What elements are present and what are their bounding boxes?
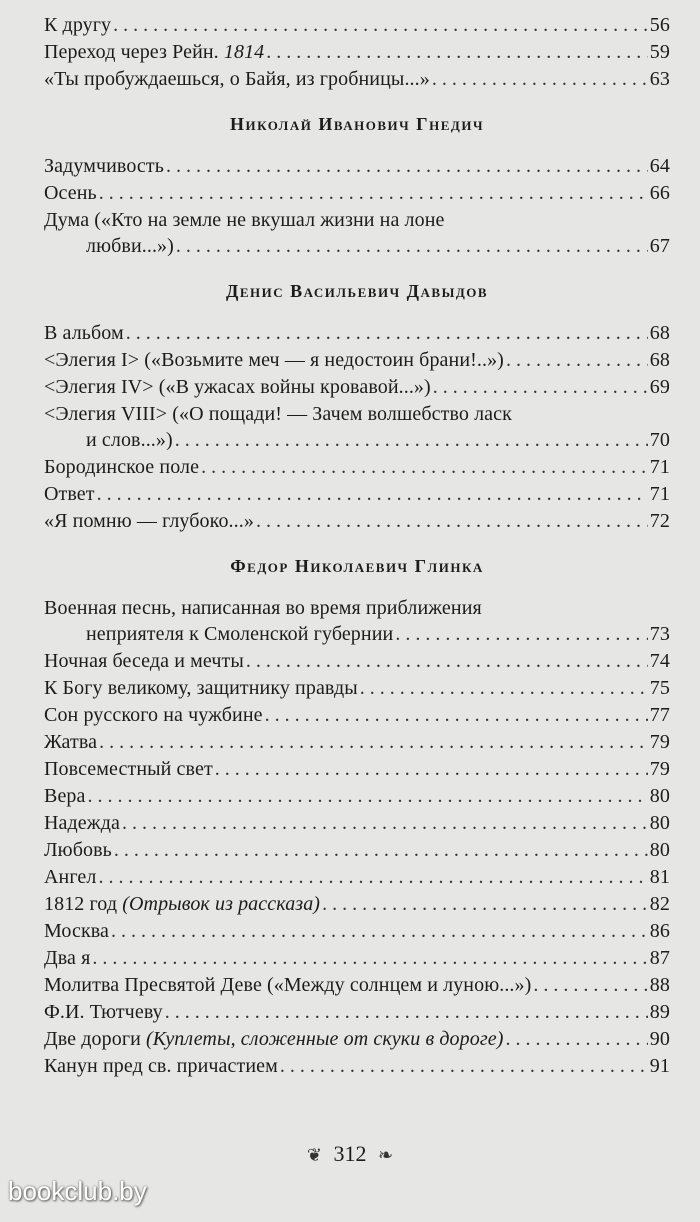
dot-leader bbox=[265, 702, 648, 728]
page-ref: 68 bbox=[649, 349, 670, 371]
entry-title-continued: неприятеля к Смоленской губернии bbox=[86, 623, 394, 645]
page-ref: 59 bbox=[649, 41, 670, 63]
page-ref: 90 bbox=[649, 1028, 670, 1050]
page-ref: 80 bbox=[649, 812, 670, 834]
page-ref: 64 bbox=[649, 155, 670, 177]
dot-leader bbox=[175, 427, 648, 453]
page-ref: 79 bbox=[649, 731, 670, 753]
toc-entry bbox=[44, 864, 670, 890]
dot-leader bbox=[165, 999, 648, 1025]
toc-entry bbox=[44, 999, 670, 1025]
dot-leader bbox=[266, 39, 648, 65]
toc-entry bbox=[44, 347, 670, 373]
entry-title: Бородинское поле bbox=[44, 456, 200, 478]
page-ref: 68 bbox=[649, 322, 670, 344]
entry-title-continued: и слов...») bbox=[86, 429, 173, 451]
entry-title: Вера bbox=[44, 785, 86, 807]
toc-entry bbox=[44, 756, 670, 782]
dot-leader bbox=[322, 891, 648, 917]
entry-title: Москва bbox=[44, 920, 110, 942]
page-ref: 73 bbox=[649, 623, 670, 645]
entry-subtitle: (Куплеты, сложенные от скуки в дороге) bbox=[146, 1028, 504, 1050]
page-number: 312 bbox=[333, 1141, 367, 1166]
dot-leader bbox=[99, 180, 648, 206]
toc-entry bbox=[44, 595, 670, 647]
entry-title: «Я помню — глубоко...» bbox=[44, 510, 254, 532]
page-ref: 81 bbox=[649, 866, 670, 888]
dot-leader bbox=[215, 756, 648, 782]
page-ref: 56 bbox=[649, 14, 670, 36]
section-heading: Денис Васильевич Давыдов bbox=[225, 281, 489, 301]
dot-leader bbox=[111, 918, 648, 944]
entry-title: <Элегия IV> («В ужасах войны кровавой...») bbox=[44, 376, 431, 398]
dot-leader bbox=[97, 481, 648, 507]
toc-entry bbox=[44, 945, 670, 971]
entry-title: 1812 год bbox=[44, 893, 123, 915]
dot-leader bbox=[505, 1026, 647, 1052]
toc-entry bbox=[44, 66, 670, 92]
page-ref: 71 bbox=[649, 456, 670, 478]
entry-title: Ночная беседа и мечты bbox=[44, 650, 244, 672]
ornament-right-icon: ❧ bbox=[378, 1145, 394, 1165]
dot-leader bbox=[280, 1053, 648, 1079]
dot-leader bbox=[114, 837, 648, 863]
entry-title: Канун пред св. причастием bbox=[44, 1055, 278, 1077]
entry-title: Повсеместный свет bbox=[44, 758, 213, 780]
entry-subtitle: (Отрывок из рассказа) bbox=[122, 893, 321, 915]
toc-entry bbox=[44, 401, 670, 453]
toc-entry bbox=[44, 702, 670, 728]
entry-title: <Элегия VIII> («О пощади! — Зачем волшебство ласк bbox=[44, 403, 512, 425]
page-ref: 86 bbox=[649, 920, 670, 942]
dot-leader bbox=[113, 12, 648, 38]
entry-title: Дума («Кто на земле не вкушал жизни на лоне bbox=[44, 209, 445, 231]
page-ref: 87 bbox=[649, 947, 670, 969]
toc-entry bbox=[44, 180, 670, 206]
entry-title: Военная песнь, написанная во время приближения bbox=[44, 597, 482, 619]
entry-title: Любовь bbox=[44, 839, 112, 861]
watermark: bookclub.by bbox=[8, 1176, 147, 1206]
page-ref: 91 bbox=[649, 1055, 670, 1077]
entry-title: К другу bbox=[44, 14, 112, 36]
toc-entry bbox=[44, 12, 670, 38]
page-ref: 72 bbox=[649, 510, 670, 532]
toc-entry bbox=[44, 320, 670, 346]
entry-title: Молитва Пресвятой Деве («Между солнцем и луною...») bbox=[44, 974, 532, 996]
ornament-left-icon: ❦ bbox=[306, 1145, 322, 1165]
page-ref: 79 bbox=[649, 758, 670, 780]
section-heading: Николай Иванович Гнедич bbox=[230, 114, 484, 134]
page-ref: 75 bbox=[649, 677, 670, 699]
page-ref: 77 bbox=[649, 704, 670, 726]
page-footer bbox=[0, 1141, 700, 1167]
entry-title: Ангел bbox=[44, 866, 97, 888]
toc-entry bbox=[44, 810, 670, 836]
page-ref: 88 bbox=[649, 974, 670, 996]
dot-leader bbox=[126, 320, 648, 346]
page-ref: 63 bbox=[649, 68, 670, 90]
page-ref: 71 bbox=[649, 483, 670, 505]
entry-title-continued: любви...») bbox=[86, 235, 174, 257]
page-ref: 82 bbox=[649, 893, 670, 915]
entry-title: К Богу великому, защитнику правды bbox=[44, 677, 358, 699]
page-ref: 89 bbox=[649, 1001, 670, 1023]
dot-leader bbox=[166, 153, 648, 179]
entry-title: «Ты пробуждаешься, о Байя, из гробницы...» bbox=[44, 68, 430, 90]
toc-entry bbox=[44, 1026, 670, 1052]
entry-title: Ответ bbox=[44, 483, 95, 505]
dot-leader bbox=[360, 675, 648, 701]
entry-title: Жатва bbox=[44, 731, 98, 753]
toc-entry bbox=[44, 675, 670, 701]
page-ref: 69 bbox=[649, 376, 670, 398]
dot-leader bbox=[98, 864, 647, 890]
toc-entry bbox=[44, 1053, 670, 1079]
toc-entry bbox=[44, 481, 670, 507]
page-ref: 74 bbox=[649, 650, 670, 672]
toc-entry bbox=[44, 207, 670, 259]
entry-title: Надежда bbox=[44, 812, 120, 834]
dot-leader bbox=[176, 233, 648, 259]
table-of-contents bbox=[44, 12, 670, 1080]
page-ref: 66 bbox=[649, 182, 670, 204]
section-heading: Федор Николаевич Глинка bbox=[230, 556, 484, 576]
page-ref: 80 bbox=[649, 839, 670, 861]
page-ref: 80 bbox=[649, 785, 670, 807]
toc-entry bbox=[44, 729, 670, 755]
toc-entry bbox=[44, 918, 670, 944]
toc-entry bbox=[44, 891, 670, 917]
dot-leader bbox=[99, 729, 648, 755]
dot-leader bbox=[506, 347, 648, 373]
toc-entry bbox=[44, 39, 670, 65]
toc-entry bbox=[44, 837, 670, 863]
entry-title: <Элегия I> («Возьмите меч — я недостоин брани!..») bbox=[44, 349, 504, 371]
entry-title: Ф.И. Тютчеву bbox=[44, 1001, 163, 1023]
toc-entry bbox=[44, 648, 670, 674]
dot-leader bbox=[395, 621, 647, 647]
entry-subtitle: 1814 bbox=[223, 41, 265, 63]
entry-title: Осень bbox=[44, 182, 97, 204]
toc-entry bbox=[44, 454, 670, 480]
page-ref: 67 bbox=[649, 235, 670, 257]
dot-leader bbox=[201, 454, 648, 480]
entry-title: Переход через Рейн. bbox=[44, 41, 224, 63]
toc-entry bbox=[44, 783, 670, 809]
dot-leader bbox=[433, 374, 648, 400]
dot-leader bbox=[533, 972, 647, 998]
toc-entry bbox=[44, 508, 670, 534]
entry-title: Две дороги bbox=[44, 1028, 147, 1050]
dot-leader bbox=[432, 66, 648, 92]
dot-leader bbox=[92, 945, 647, 971]
dot-leader bbox=[122, 810, 648, 836]
entry-title: Сон русского на чужбине bbox=[44, 704, 263, 726]
entry-title: Два я bbox=[44, 947, 91, 969]
toc-entry bbox=[44, 374, 670, 400]
toc-entry bbox=[44, 153, 670, 179]
dot-leader bbox=[256, 508, 648, 534]
entry-title: Задумчивость bbox=[44, 155, 164, 177]
entry-title: В альбом bbox=[44, 322, 124, 344]
dot-leader bbox=[88, 783, 648, 809]
dot-leader bbox=[246, 648, 648, 674]
toc-entry bbox=[44, 972, 670, 998]
page-ref: 70 bbox=[649, 429, 670, 451]
